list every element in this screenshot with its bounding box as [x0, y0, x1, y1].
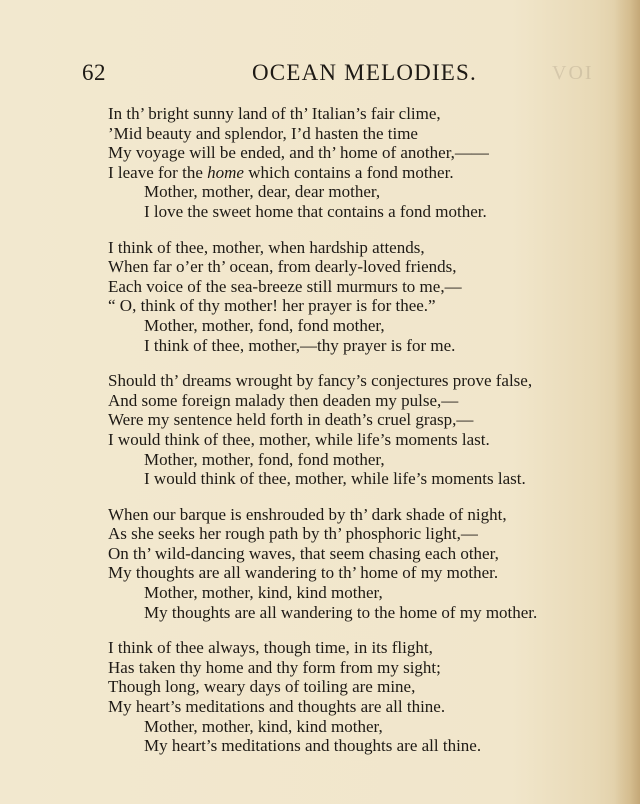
page-edge-shadow: [614, 0, 640, 804]
poem-line: In th’ bright sunny land of th’ Italian’s fair clime,: [108, 104, 441, 123]
poem-line: Has taken thy home and thy form from my sight;: [108, 657, 441, 677]
poem-line: When far o’er th’ ocean, from dearly-loved friends,: [108, 257, 457, 277]
refrain-line: My heart’s meditations and thoughts are all thine.: [144, 736, 482, 756]
refrain-line: Mother, mother, fond, fond mother,: [144, 449, 385, 469]
poem-line: Were my sentence held forth in death’s cruel grasp,—: [108, 410, 474, 430]
refrain-line: I would think of thee, mother, while life’s moments last.: [144, 469, 526, 489]
poem-line: On th’ wild-dancing waves, that seem chasing each other,: [108, 543, 499, 563]
poem-line: My heart’s meditations and thoughts are all thine.: [108, 697, 446, 717]
poem-line: Though long, weary days of toiling are mine,: [108, 677, 416, 697]
poem-line-part: I leave for the: [108, 162, 208, 182]
refrain-line: I love the sweet home that contains a fond mother.: [144, 201, 487, 221]
stanza-3: [108, 371, 608, 489]
page-header: [82, 60, 594, 96]
stanza-2: [108, 238, 608, 356]
poem-line: I think of thee, mother, when hardship attends,: [108, 237, 425, 257]
poem-line: I think of thee always, though time, in its flight,: [108, 638, 433, 658]
refrain-line: Mother, mother, dear, dear mother,: [144, 182, 381, 202]
poem-line: As she seeks her rough path by th’ phosphoric light,—: [108, 524, 478, 544]
refrain-line: I think of thee, mother,—thy prayer is for me.: [144, 335, 456, 355]
poem-line: And some foreign malady then deaden my pulse,—: [108, 390, 459, 410]
bleed-through-text: VOI: [552, 62, 594, 84]
poem-line: My thoughts are all wandering to th’ home of my mother.: [108, 563, 499, 583]
refrain-line: Mother, mother, fond, fond mother,: [144, 315, 385, 335]
poem-line: My voyage will be ended, and th’ home of another,——: [108, 143, 489, 163]
refrain-line: Mother, mother, kind, kind mother,: [144, 716, 383, 736]
refrain-line: My thoughts are all wandering to the home of my mother.: [144, 602, 538, 622]
poem-line: ’Mid beauty and splendor, I’d hasten the time: [108, 123, 418, 143]
poem-line: “ O, think of thy mother! her prayer is for thee.”: [108, 296, 436, 316]
refrain-line: Mother, mother, kind, kind mother,: [144, 583, 383, 603]
emphasized-word: home: [207, 162, 244, 182]
poem-line-part: which contains a fond mother.: [243, 162, 454, 182]
stanza-5: [108, 638, 608, 756]
poem-line: Should th’ dreams wrought by fancy’s conjectures prove false,: [108, 371, 533, 391]
poem-line: When our barque is enshrouded by th’ dark shade of night,: [108, 504, 507, 524]
poem-line: I would think of thee, mother, while life’s moments last.: [108, 429, 490, 449]
poem: [108, 104, 608, 772]
stanza-4: [108, 505, 608, 623]
poem-line: [108, 163, 608, 183]
page-number: 62: [82, 60, 106, 85]
running-head: OCEAN MELODIES.: [252, 60, 477, 85]
stanza-1: [108, 104, 608, 222]
poem-line: Each voice of the sea-breeze still murmurs to me,—: [108, 276, 462, 296]
